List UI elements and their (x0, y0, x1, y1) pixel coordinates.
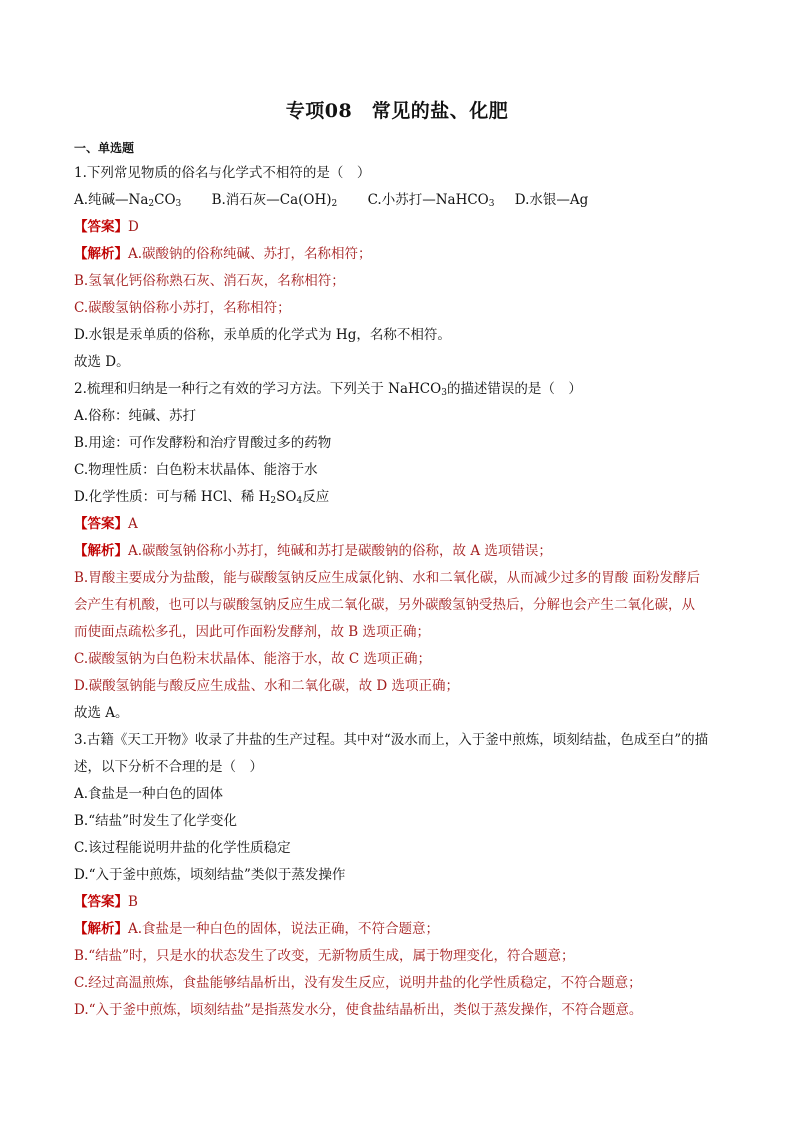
page-title: 专项08 常见的盐、化肥 (285, 100, 509, 122)
q2-answer: 【答案】A (74, 516, 138, 532)
q3-analysis-c: C.经过高温煎炼，食盐能够结晶析出，没有发生反应，说明井盐的化学性质稳定，不符合题意； (74, 975, 642, 991)
question-list (74, 160, 728, 1024)
q3-analysis-a: 【解析】A.食盐是一种白色的固体，说法正确，不符合题意； (74, 921, 440, 937)
q1-analysis-c: C.碳酸氢钠俗称小苏打，名称相符； (74, 300, 291, 316)
q3-answer: 【答案】B (74, 894, 138, 910)
q2-option-d: D.化学性质：可与稀 HCl、稀 $H_2SO_4$反应 (74, 489, 330, 506)
q1-analysis-d: D.水银是汞单质的俗称，汞单质的化学式为 Hg，名称不相符。 (74, 327, 451, 343)
q1-option-a: A.纯碱$—Na_2CO_3$ (74, 192, 182, 209)
q2-analysis-a: 【解析】A.碳酸氢钠俗称小苏打，纯碱和苏打是碳酸钠的俗称，故 A 选项错误； (74, 543, 552, 559)
q3-stem-line2: 述，以下分析不合理的是（ ） (74, 759, 263, 775)
q1-conclusion: 故选 D。 (74, 354, 130, 370)
q2-stem: 2.梳理和归纳是一种行之有效的学习方法。下列关于 NaHCO$_3$的描述错误的是（ ） (74, 381, 582, 398)
q2-option-c: C.物理性质：白色粉末状晶体、能溶于水 (74, 462, 318, 478)
q1-options (74, 187, 728, 214)
q2-conclusion: 故选 A。 (74, 705, 129, 721)
q2-analysis-b-line3: 而使面点疏松多孔，因此可作面粉发酵剂，故 B 选项正确； (74, 624, 431, 640)
q2-option-a: A.俗称：纯碱、苏打 (74, 408, 197, 424)
q1-option-c: C.小苏打—NaHCO$_3$ (367, 192, 495, 209)
q1-option-b: B.消石灰$—Ca(OH)_2$ (211, 192, 338, 209)
q2-analysis-c: C.碳酸氢钠为白色粉末状晶体、能溶于水，故 C 选项正确； (74, 651, 432, 667)
q1-option-d: D.水银—Ag (514, 192, 589, 208)
q2-analysis-b-line2: 会产生有机酸，也可以与碳酸氢钠反应生成二氧化碳，另外碳酸氢钠受热后，分解也会产生二氧化碳，从 (74, 597, 695, 613)
q1-answer: 【答案】D (74, 219, 139, 235)
q3-option-a: A.食盐是一种白色的固体 (74, 786, 224, 802)
q3-option-c: C.该过程能说明井盐的化学性质稳定 (74, 840, 291, 856)
q2-option-b: B.用途：可作发酵粉和治疗胃酸过多的药物 (74, 435, 332, 451)
q2-analysis-d: D.碳酸氢钠能与酸反应生成盐、水和二氧化碳，故 D 选项正确； (74, 678, 460, 694)
section-heading: 一、单选题 (74, 141, 135, 155)
q1-analysis-b: B.氢氧化钙俗称熟石灰、消石灰，名称相符； (74, 273, 345, 289)
q3-stem-line1: 3.古籍《天工开物》收录了井盐的生产过程。其中对“汲水而上，入于釜中煎炼，顷刻结盐，色成至白”的描 (74, 732, 709, 748)
q3-analysis-b: B.“结盐”时，只是水的状态发生了改变，无新物质生成，属于物理变化，符合题意； (74, 948, 575, 964)
q3-option-d: D.“入于釜中煎炼，顷刻结盐”类似于蒸发操作 (74, 867, 346, 883)
q1-stem: 1.下列常见物质的俗名与化学式不相符的是（ ） (74, 165, 371, 181)
q3-option-b: B.“结盐”时发生了化学变化 (74, 813, 238, 829)
q2-analysis-b-line1: B.胃酸主要成分为盐酸，能与碳酸氢钠反应生成氯化钠、水和二氧化碳，从而减少过多的胃酸 面粉发酵后 (74, 570, 701, 586)
q3-analysis-d: D.“入于釜中煎炼，顷刻结盐”是指蒸发水分，使食盐结晶析出，类似于蒸发操作，不符合题意。 (74, 1002, 643, 1018)
q1-analysis-a: 【解析】A.碳酸钠的俗称纯碱、苏打，名称相符； (74, 246, 372, 262)
